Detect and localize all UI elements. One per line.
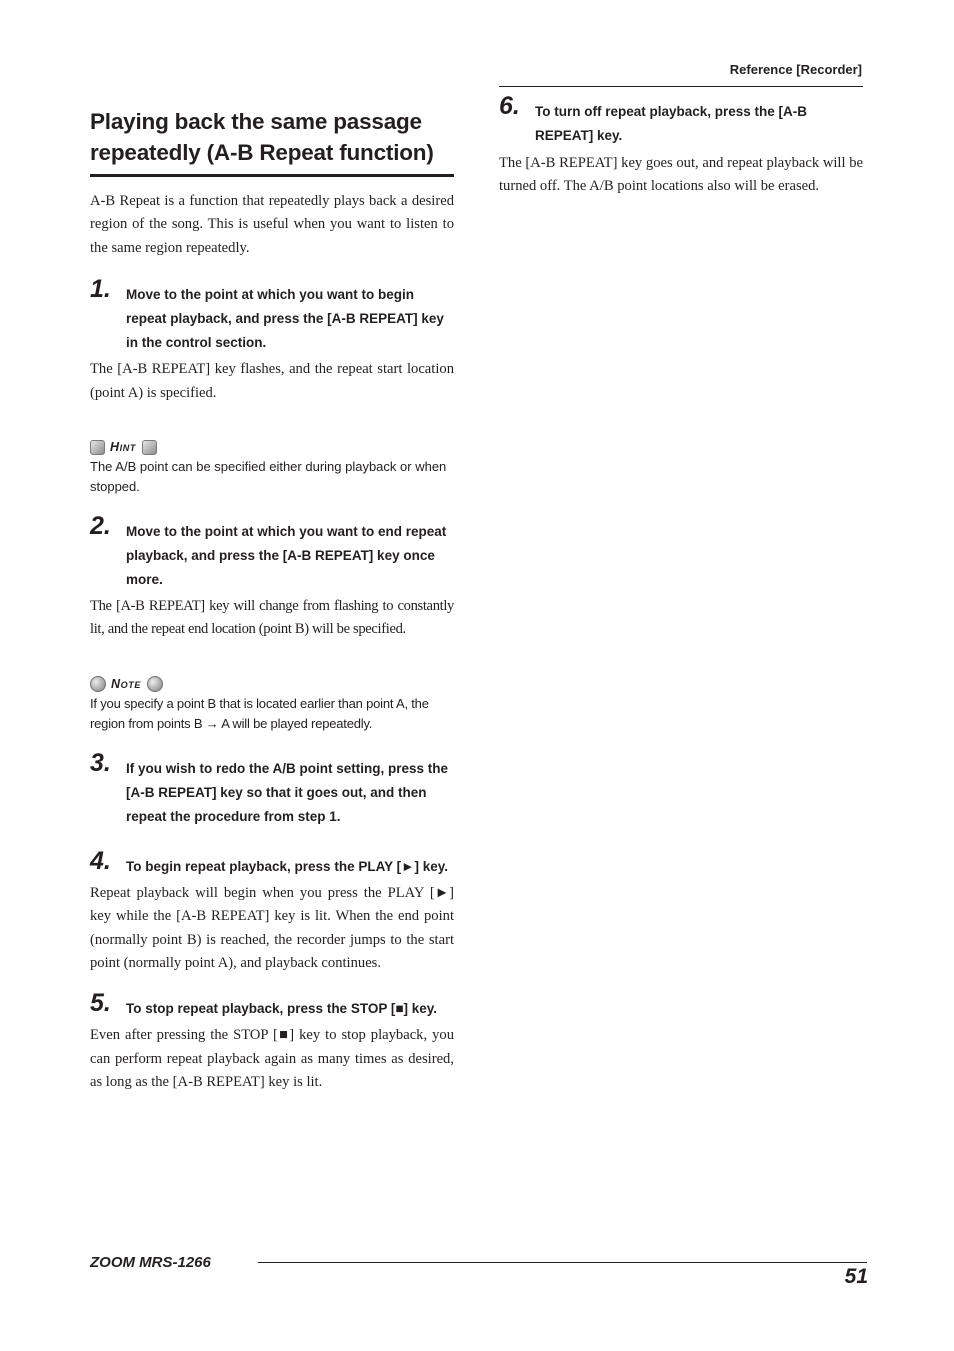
note-marker-icon (147, 676, 163, 692)
note-label: Note (111, 676, 141, 691)
left-column (90, 106, 454, 1095)
hint-callout (90, 438, 454, 497)
step-3 (90, 748, 454, 829)
hint-heading (90, 438, 454, 456)
section-title-line2: repeatedly (A-B Repeat function) (90, 140, 434, 165)
step-2-title: Move to the point at which you want to end repeat playback, and press the [A-B REPEAT] key once more. (126, 524, 447, 588)
step-2-number: 2. (90, 512, 111, 541)
intro-paragraph: A-B Repeat is a function that repeatedly plays back a desired region of the song. This is useful when you want to listen to the same region repeatedly. (90, 193, 454, 256)
step-4-body: Repeat playback will begin when you press the PLAY [►] key while the [A-B REPEAT] key is lit. When the end point (normally point B) is reached, the recorder jumps to the start point (normally point A), and playback continues. (90, 884, 454, 972)
section-title-line1: Playing back the same passage (90, 109, 422, 134)
step-1-title: Move to the point at which you want to begin repeat playback, and press the [A-B REPEAT] key in the control section. (126, 287, 444, 351)
note-marker-icon (90, 676, 106, 692)
step-5-title: To stop repeat playback, press the STOP [■] key. (126, 1001, 438, 1017)
step-4 (90, 846, 454, 879)
running-header: Reference [Recorder] (729, 62, 862, 77)
hint-label: Hint (110, 440, 136, 455)
footer-brand: ZOOM MRS-1266 (90, 1254, 211, 1271)
step-5 (90, 989, 454, 1021)
step-3-number: 3. (90, 748, 111, 777)
step-4-number: 4. (90, 846, 111, 875)
step-5-body: Even after pressing the STOP [■] key to stop playback, you can perform repeat playback again as many times as desired, as long as the [A-B REPEAT] key is lit. (90, 1027, 454, 1091)
step-2-body: The [A-B REPEAT] key will change from flashing to constantly lit, and the repeat end location (point B) will be specified. (90, 598, 454, 638)
hint-text: The A/B point can be specified either during playback or when stopped. (90, 459, 447, 495)
note-heading (90, 675, 454, 693)
step-6-title: To turn off repeat playback, press the [A-B REPEAT] key. (535, 104, 808, 143)
hint-marker-icon (142, 440, 157, 455)
step-1-number: 1. (90, 275, 111, 304)
step-3-title: If you wish to redo the A/B point setting, press the [A-B REPEAT] key so that it goes out, and then repeat the procedure from step 1. (126, 760, 449, 824)
note-text: If you specify a point B that is located earlier than point A, the region from points B → A will be played repeatedly. (90, 695, 429, 731)
note-callout (90, 675, 454, 734)
hint-marker-icon (90, 440, 105, 455)
page-number: 51 (844, 1265, 868, 1288)
step-1-body: The [A-B REPEAT] key flashes, and the repeat start location (point A) is specified. (90, 361, 454, 401)
step-6-body: The [A-B REPEAT] key goes out, and repeat playback will be turned off. The A/B point locations also will be erased. (499, 155, 863, 195)
step-1 (90, 275, 454, 355)
step-5-number: 5. (90, 989, 111, 1018)
right-column (499, 92, 863, 199)
footer-rule (258, 1262, 867, 1263)
step-6-number: 6. (499, 92, 520, 120)
header-rule (499, 86, 863, 87)
section-title (90, 106, 454, 177)
step-6 (499, 92, 863, 148)
step-2 (90, 512, 454, 592)
step-4-title: To begin repeat playback, press the PLAY [►] key. (126, 858, 448, 874)
